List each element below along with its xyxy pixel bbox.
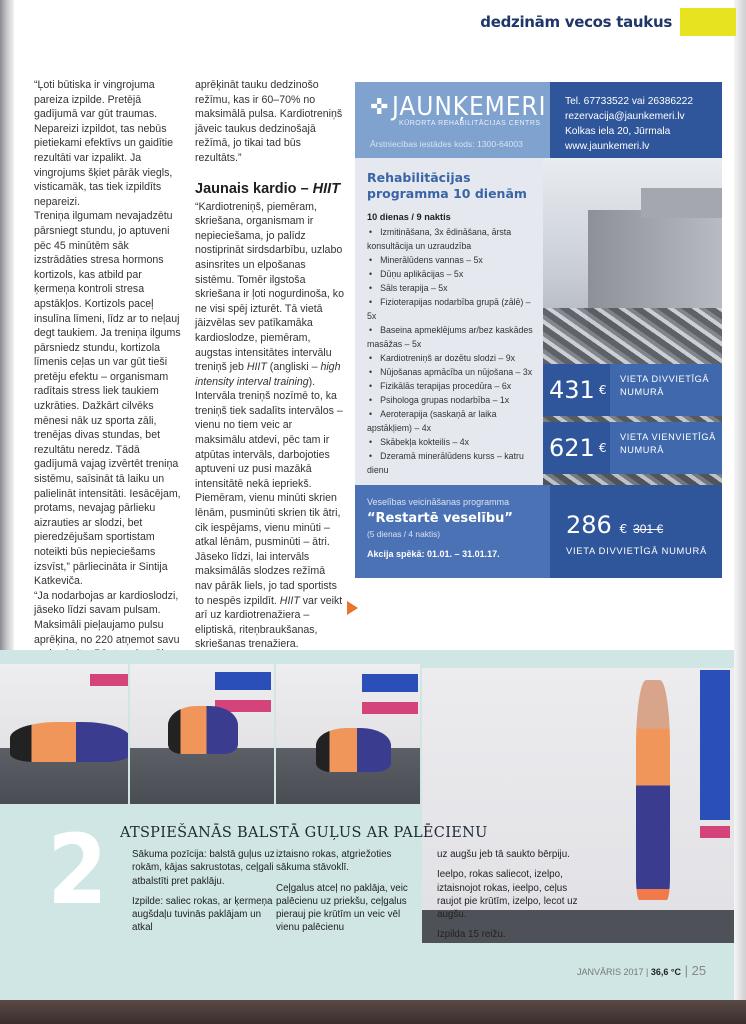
cross-logo-icon: ✜: [370, 94, 389, 119]
promo-validity: Akcija spēkā: 01.01. – 31.01.17.: [367, 549, 500, 559]
exercise-title: ATSPIEŠANĀS BALSTĀ GUĻUS AR PALĒCIENU: [120, 825, 488, 841]
jaunkemeri-logo: [370, 92, 564, 122]
price-label: VIETA VIENVIETĪGĀ NUMURĀ: [610, 422, 722, 474]
contact-phone[interactable]: Tel. 67733522 vai 26386222: [565, 96, 694, 107]
text-run: HIIT: [246, 361, 267, 374]
institution-code: Ārstniecības iestādes kods: 1300-64003: [370, 139, 523, 149]
program-item: • Dzeramā minerālūdens kurss – katru dienu: [367, 449, 535, 477]
exercise-paragraph: Sākuma pozīcija: balstā guļus uz rokām, kājas sakrustotas, ceļgali atbalstīti pret paklāju.: [132, 849, 275, 887]
ad-contacts: [550, 82, 722, 158]
brand-name: JAUNĶEMERI: [392, 92, 547, 122]
brand-subtitle: KŪRORTA REHABILITĀCIJAS CENTRS: [399, 120, 541, 127]
magazine-name: 36,6 °C: [650, 967, 681, 977]
promo-price: [550, 485, 722, 578]
text-run: var veikt arī uz kardiotrenažiera – eliptiskā, riteņbraukšanas, skriešanas trenažiera.: [195, 594, 343, 651]
promo-duration: (5 dienas / 4 naktis): [367, 529, 441, 539]
blue-stripe: [700, 670, 730, 820]
program-item: • Minerālūdens vannas – 5x: [367, 253, 535, 267]
price-value: 431: [549, 376, 595, 404]
program-item: • Skābekļa kokteilis – 4x: [367, 435, 535, 449]
promo-program-name: Veselības veicināšanas programma: [367, 497, 510, 507]
promo-price-line: [566, 511, 722, 539]
pink-stripe: [90, 674, 128, 686]
program-item: • Izmitināšana, 3x ēdināšana, ārsta konsultācija un uzraudzība: [367, 225, 535, 253]
paragraph: aprēķināt tauku dedzinošo režīmu, kas ir 60–70% no maksimālā pulsa. Kardiotreniņš jāveic taukus dedzinošajā režīmā, jo tikai tad būs rezultāts.”: [195, 79, 343, 164]
promo-price-label: VIETA DIVVIETĪGĀ NUMURĀ: [566, 545, 707, 556]
price-double-room: [543, 364, 722, 416]
athlete-jumping-figure: [636, 680, 670, 900]
contact-address: Kolkas iela 20, Jūrmala: [565, 126, 671, 137]
jaunkemeri-advert: [355, 82, 722, 578]
price-label: VIETA DIVVIETĪGĀ NUMURĀ: [610, 364, 722, 416]
subheading-text: Jaunais kardio –: [195, 180, 313, 197]
price-amount: [543, 422, 610, 474]
subheading: [195, 180, 345, 198]
section-tag-text: dedzinām vecos taukus: [480, 13, 672, 31]
text-run: ). Intervāla treniņš nozīmē to, ka treniņš tiek sadalīts intervālos – vienu no tiem veic ar maksimālu atdevi, pēc tam ir atpūtas intervāls, darbojoties aptuveni uz pusi mazākā intensitātē nekā iepriekš. Piemēram, vienu minūti skrien lēnām, pusminūti skrien tik ātri, cik iespējams, vienu minūti – atkal lēnām, pusminūti – ātri. Jāseko līdzi, lai intervāls maksimālās slodzes režīmā nav pārāk liels, jo tad sportists to nespēs izpildīt.: [195, 375, 343, 607]
program-item: • Dūņu aplikācijas – 5x: [367, 267, 535, 281]
program-item: • Aeroterapija (saskaņā ar laika apstākļiem) – 4x: [367, 407, 535, 435]
paragraph: [195, 200, 345, 652]
text-run: HIIT: [279, 594, 300, 607]
exercise-photo-step-3: [276, 664, 420, 804]
text-run: (angliski –: [266, 361, 321, 374]
page-footer: [577, 963, 706, 978]
program-item: • Fizikālās terapijas procedūra – 6x: [367, 379, 535, 393]
promo-title: “Restartē veselību”: [367, 511, 513, 526]
exercise-paragraph: Ieelpo, rokas saliecot, izelpo, iztaisnojot rokas, ieelpo, ceļus raujot pie krūtīm, izelpo, lecot uz augšu.: [437, 869, 578, 921]
blue-stripe: [362, 674, 418, 692]
program-item: • Sāls terapija – 5x: [367, 281, 535, 295]
promo-amount: 286: [566, 511, 612, 539]
page-number: | 25: [681, 963, 707, 978]
exercise-text-column-2: [276, 848, 426, 942]
athlete-figure: [168, 706, 238, 754]
exercise-photo-step-1: [0, 664, 128, 804]
pink-stripe: [362, 702, 418, 714]
paragraph: “Ja nodarbojas ar kardioslodzi, jāseko līdzi savam pulsam. Maksimāli pieļaujamo pulsu aprēķina, no 220 atņemot savu: [34, 589, 180, 646]
issue-date: JANVĀRIS 2017 |: [577, 967, 651, 977]
price-amount: [543, 364, 610, 416]
article-column-1: [34, 78, 184, 662]
article-column-2: [195, 78, 345, 652]
exercise-text-column-3: [437, 848, 587, 949]
blue-stripe: [215, 672, 271, 690]
program-duration: 10 dienas / 9 naktis: [367, 212, 451, 222]
program-item: • Kardiotreniņš ar dozētu slodzi – 9x: [367, 351, 535, 365]
exercise-paragraph: uz augšu jeb tā saukto bērpiju.: [437, 849, 570, 860]
exercise-paragraph: Izpilde: saliec rokas, ar ķermeņa augšdaļu tuvinās paklājam un atkal: [132, 895, 273, 934]
page-right-edge: [734, 0, 746, 1000]
exercise-paragraph: iztaisno rokas, atgriežoties sākuma stāvoklī.: [276, 849, 392, 874]
program-items: [367, 225, 535, 477]
page-bottom-edge: [0, 1000, 746, 1024]
price-value: 621: [549, 434, 595, 462]
athlete-figure: [10, 722, 128, 762]
building-top-shape: [641, 188, 722, 218]
exercise-paragraph: Ceļgalus atceļ no paklāja, veic palēcienu uz priekšu, ceļgalus pierauj pie krūtīm un veic vēl vienu palēcienu: [276, 882, 408, 934]
program-item: • Fizioterapijas nodarbība grupā (zālē) – 5x: [367, 295, 535, 323]
contact-website[interactable]: www.jaunkemeri.lv: [565, 141, 650, 152]
paragraph: Treniņa ilgumam nevajadzētu pārsniegt stundu, jo aptuveni pēc 45 minūtēm sāk izstrādāties stresa hormons kortizols, kas atbild par ķermeņa kontroli stresa apstākļos. Kortizols paceļ insulīna līmeni, līdz ar to neļauj degt taukiem. Ja treniņa ilgums pārsniedz stundu, kortizola līmenis ceļas un var gūt tieši pretēju efektu – organismam radītais stress liek taukiem uzkrāties. Dažkārt cilvēks mēnesi nāk uz sporta zāli, trenējas divas stundas, bet rezultātu neredz. Tādā gadījumā vajag izvērtēt treniņa sistēmu, saīsināt tā laiku un palielināt intensitāti. Iesācējam, protams, nevajag pārlieku aizrauties ar slodzi, bet pieredzējušam sportistam noteikti būs nepieciešams izsvīst,” pārliecināta ir Sintija Katkeviča.: [34, 210, 181, 588]
old-price: 301 €: [633, 522, 664, 536]
program-item: • Psihologa grupas nodarbība – 1x: [367, 393, 535, 407]
exercise-number: 2: [47, 814, 108, 926]
promo-price-value: [566, 511, 627, 539]
ad-logo-panel: [355, 82, 550, 158]
exercise-section: [0, 650, 734, 1000]
currency: €: [598, 441, 607, 455]
subheading-italic: HIIT: [312, 180, 341, 197]
exercise-photo-step-2: [130, 664, 274, 804]
exercise-text-column-1: [132, 848, 282, 942]
athlete-figure: [316, 728, 391, 772]
text-run: high intensity interval training: [195, 361, 341, 388]
section-tag-yellow-bar: [680, 8, 736, 36]
currency: €: [598, 383, 607, 397]
continue-arrow-icon: [347, 601, 358, 615]
exercise-paragraph: Izpilda 15 reižu.: [437, 929, 506, 941]
paragraph: “Ļoti būtiska ir vingrojuma pareiza izpilde. Pretējā gadījumā var gūt traumas. Nepareizi izpildot, tas nebūs pietiekami efektīvs un gaidītie rezultāti var izpalikt. Ja vingrojums šķiet pārāk viegls, visticamāk, tas tiek izpildīts nepareizi.: [34, 79, 173, 208]
program-item: • Nūjošanas apmācība un nūjošana – 3x: [367, 365, 535, 379]
text-run: “Kardiotreniņš, piemēram, skriešana, organismam ir nepieciešama, jo palīdz nostiprināt sirdsdarbību, uzlabo asinsrites un elpošanas sistēmu. Tomēr ilgstoša skriešana ir ļoti nogurdinoša, ko ne visi spēj izturēt. Tā vietā jāizvēlas sev patīkamāka kardioslodze, piemēram, augstas intensitātes intervālu treniņš jeb: [195, 200, 344, 374]
contact-email[interactable]: rezervacija@jaunkemeri.lv: [565, 111, 685, 122]
pink-stripe: [700, 826, 730, 838]
program-title: Rehabilitācijas programma 10 dienām: [367, 170, 527, 201]
program-details: [355, 158, 543, 485]
currency: €: [619, 522, 628, 536]
promo-program: [355, 485, 550, 578]
program-item: • Baseina apmeklējums ar/bez kaskādes masāžas – 5x: [367, 323, 535, 351]
price-single-room: [543, 422, 722, 474]
section-tag: [480, 8, 736, 36]
